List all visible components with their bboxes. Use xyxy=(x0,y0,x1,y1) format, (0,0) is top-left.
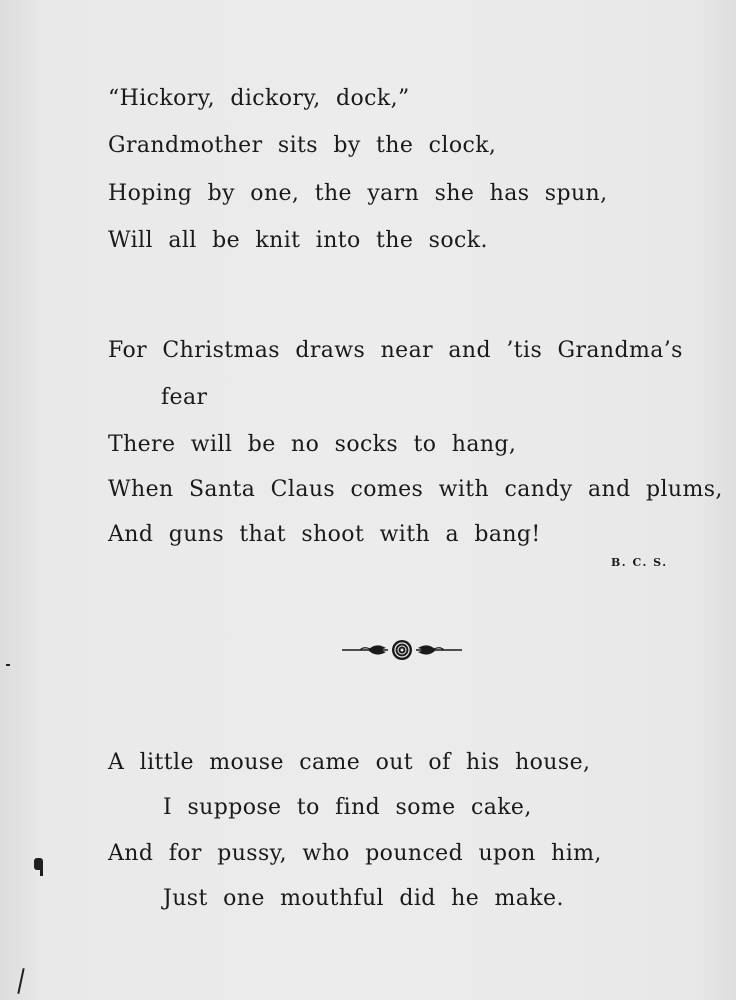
ink-mark xyxy=(6,664,10,666)
poem-line: And guns that shoot with a bang! xyxy=(108,522,541,547)
ink-mark xyxy=(40,868,43,876)
poem-line: Grandmother sits by the clock, xyxy=(108,133,497,158)
author-initials: B. C. S. xyxy=(611,556,668,569)
poem-line: A little mouse came out of his house, xyxy=(108,750,591,775)
poem-line: Hoping by one, the yarn she has spun, xyxy=(108,181,608,206)
poem-line: When Santa Claus comes with candy and plums, xyxy=(108,477,723,502)
poem-line: Will all be knit into the sock. xyxy=(108,228,488,253)
ornamental-divider-icon xyxy=(340,636,464,664)
poem-line: “Hickory, dickory, dock,” xyxy=(108,86,410,111)
poem-line: I suppose to find some cake, xyxy=(163,795,532,820)
poem-line: There will be no socks to hang, xyxy=(108,432,517,457)
poem-line: For Christmas draws near and ’tis Grandma’s xyxy=(108,338,683,363)
poem-line: Just one mouthful did he make. xyxy=(163,886,564,911)
ink-mark xyxy=(17,968,24,994)
poem-line: fear xyxy=(161,385,208,410)
poem-line: And for pussy, who pounced upon him, xyxy=(108,841,602,866)
